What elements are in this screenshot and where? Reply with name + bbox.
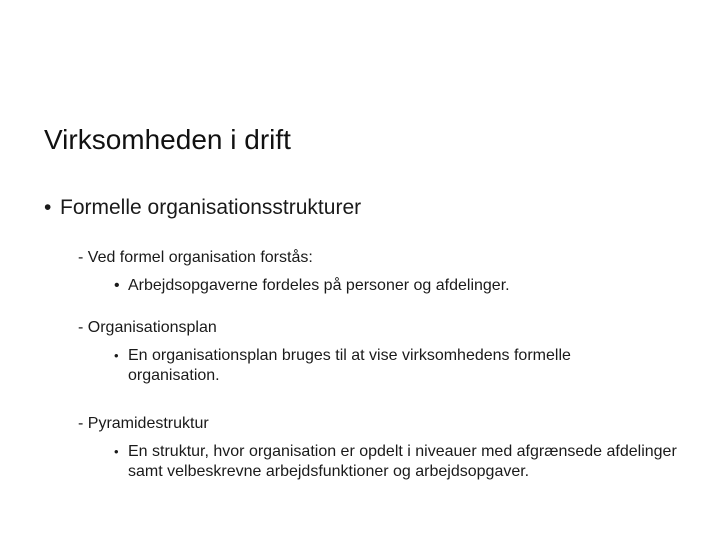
list-item — [114, 442, 688, 482]
list-item-text: En organisationsplan bruges til at vise virksomhedens formelle organisation. — [128, 347, 571, 384]
bullet-icon: • — [114, 277, 120, 294]
main-bullet — [44, 196, 361, 220]
bullet-icon: • — [114, 444, 119, 459]
section-heading: - Organisationsplan — [78, 319, 217, 336]
list-item — [114, 276, 668, 296]
list-item — [114, 346, 648, 386]
section-heading: - Pyramidestruktur — [78, 415, 209, 432]
bullet-icon: • — [114, 348, 119, 363]
section-heading: - Ved formel organisation forstås: — [78, 249, 313, 266]
main-bullet-text: Formelle organisationsstrukturer — [60, 196, 362, 219]
list-item-text: Arbejdsopgaverne fordeles på personer og afdelinger. — [128, 277, 510, 294]
bullet-icon: • — [44, 196, 52, 219]
list-item-text: En struktur, hvor organisation er opdelt i niveauer med afgrænsede afdelinger samt velbeskrevne arbejdsfunktioner og arbejdsopgaver. — [128, 443, 677, 480]
section-pyramidestruktur — [78, 414, 688, 482]
section-formel-organisation — [78, 248, 668, 296]
slide-title: Virksomheden i drift — [44, 124, 291, 155]
section-organisationsplan — [78, 318, 648, 386]
